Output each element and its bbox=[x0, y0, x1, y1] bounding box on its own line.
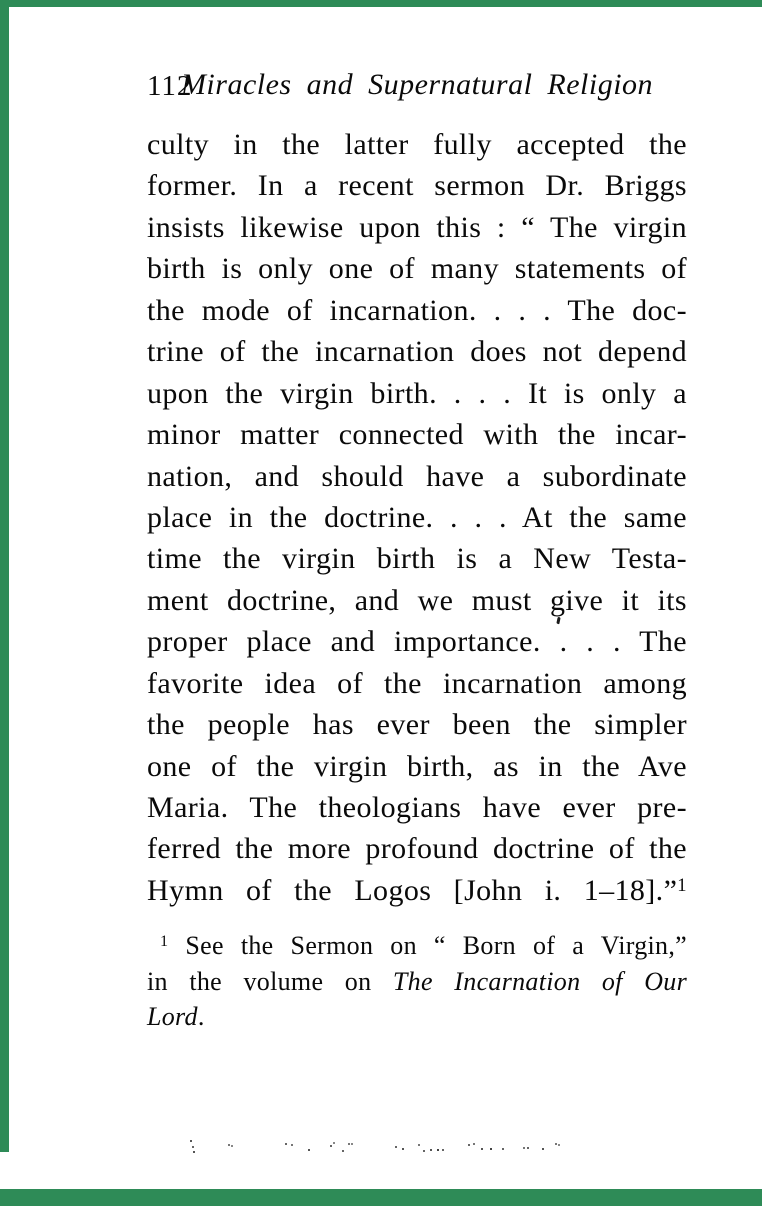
book-title-italic: Lord bbox=[147, 1002, 198, 1031]
text-line: favorite idea of the incarnation among bbox=[147, 666, 687, 700]
text-line: former. In a recent sermon Dr. Briggs bbox=[147, 169, 687, 203]
text-line: trine of the incarnation does not depend bbox=[147, 335, 687, 369]
scan-bed-edge-left bbox=[0, 0, 9, 1152]
body-text-block bbox=[147, 124, 687, 911]
footnote-line bbox=[147, 928, 687, 964]
text-line: the mode of incarnation. . . . The doc- bbox=[147, 293, 687, 327]
footnote-reference: 1 bbox=[677, 874, 687, 896]
text-line: place in the doctrine. . . . At the same bbox=[147, 500, 687, 534]
footnote-text: See the Sermon on “ Born of a Virgin,” bbox=[185, 931, 687, 960]
text-line: ment doctrine, and we must give it its bbox=[147, 583, 687, 617]
text-line: ferred the more profound doctrine of the bbox=[147, 832, 687, 866]
text-line: birth is only one of many statements of bbox=[147, 252, 687, 286]
footnote-marker: 1 bbox=[160, 933, 169, 950]
text-line-with-footnote-ref bbox=[147, 870, 687, 911]
text-line: insists likewise upon this : “ The virgin bbox=[147, 210, 687, 244]
running-header bbox=[147, 68, 687, 104]
text-line: time the virgin birth is a New Testa- bbox=[147, 542, 687, 576]
book-title-italic: The Incarnation of Our bbox=[392, 966, 687, 996]
footnote-text: . bbox=[197, 1002, 205, 1031]
scan-bed-edge-bottom bbox=[0, 1189, 762, 1206]
page-number: 112 bbox=[147, 70, 193, 102]
text-line: upon the virgin birth. . . . It is only a bbox=[147, 376, 687, 410]
bleed-through-noise bbox=[190, 1140, 192, 1142]
text-line: one of the virgin birth, as in the Ave bbox=[147, 749, 687, 783]
footnote-line bbox=[147, 999, 687, 1035]
last-line-text: Hymn of the Logos [John i. 1–18].” bbox=[147, 873, 678, 907]
footnote-block bbox=[147, 928, 687, 1035]
footnote-line bbox=[147, 964, 687, 1000]
text-line: Maria. The theologians have ever pre- bbox=[147, 791, 687, 824]
scan-bed-edge-top bbox=[0, 0, 762, 7]
text-line: minor matter connected with the incar- bbox=[147, 418, 687, 452]
text-line: nation, and should have a subordinate bbox=[147, 459, 687, 493]
footnote-text: in the volume on bbox=[147, 966, 372, 996]
text-line: the people has ever been the simpler bbox=[147, 708, 687, 742]
running-title: Miracles and Supernatural Religion bbox=[180, 68, 654, 101]
text-line: proper place and importance. . . . The bbox=[147, 625, 687, 659]
text-line: culty in the latter fully accepted the bbox=[147, 128, 687, 161]
